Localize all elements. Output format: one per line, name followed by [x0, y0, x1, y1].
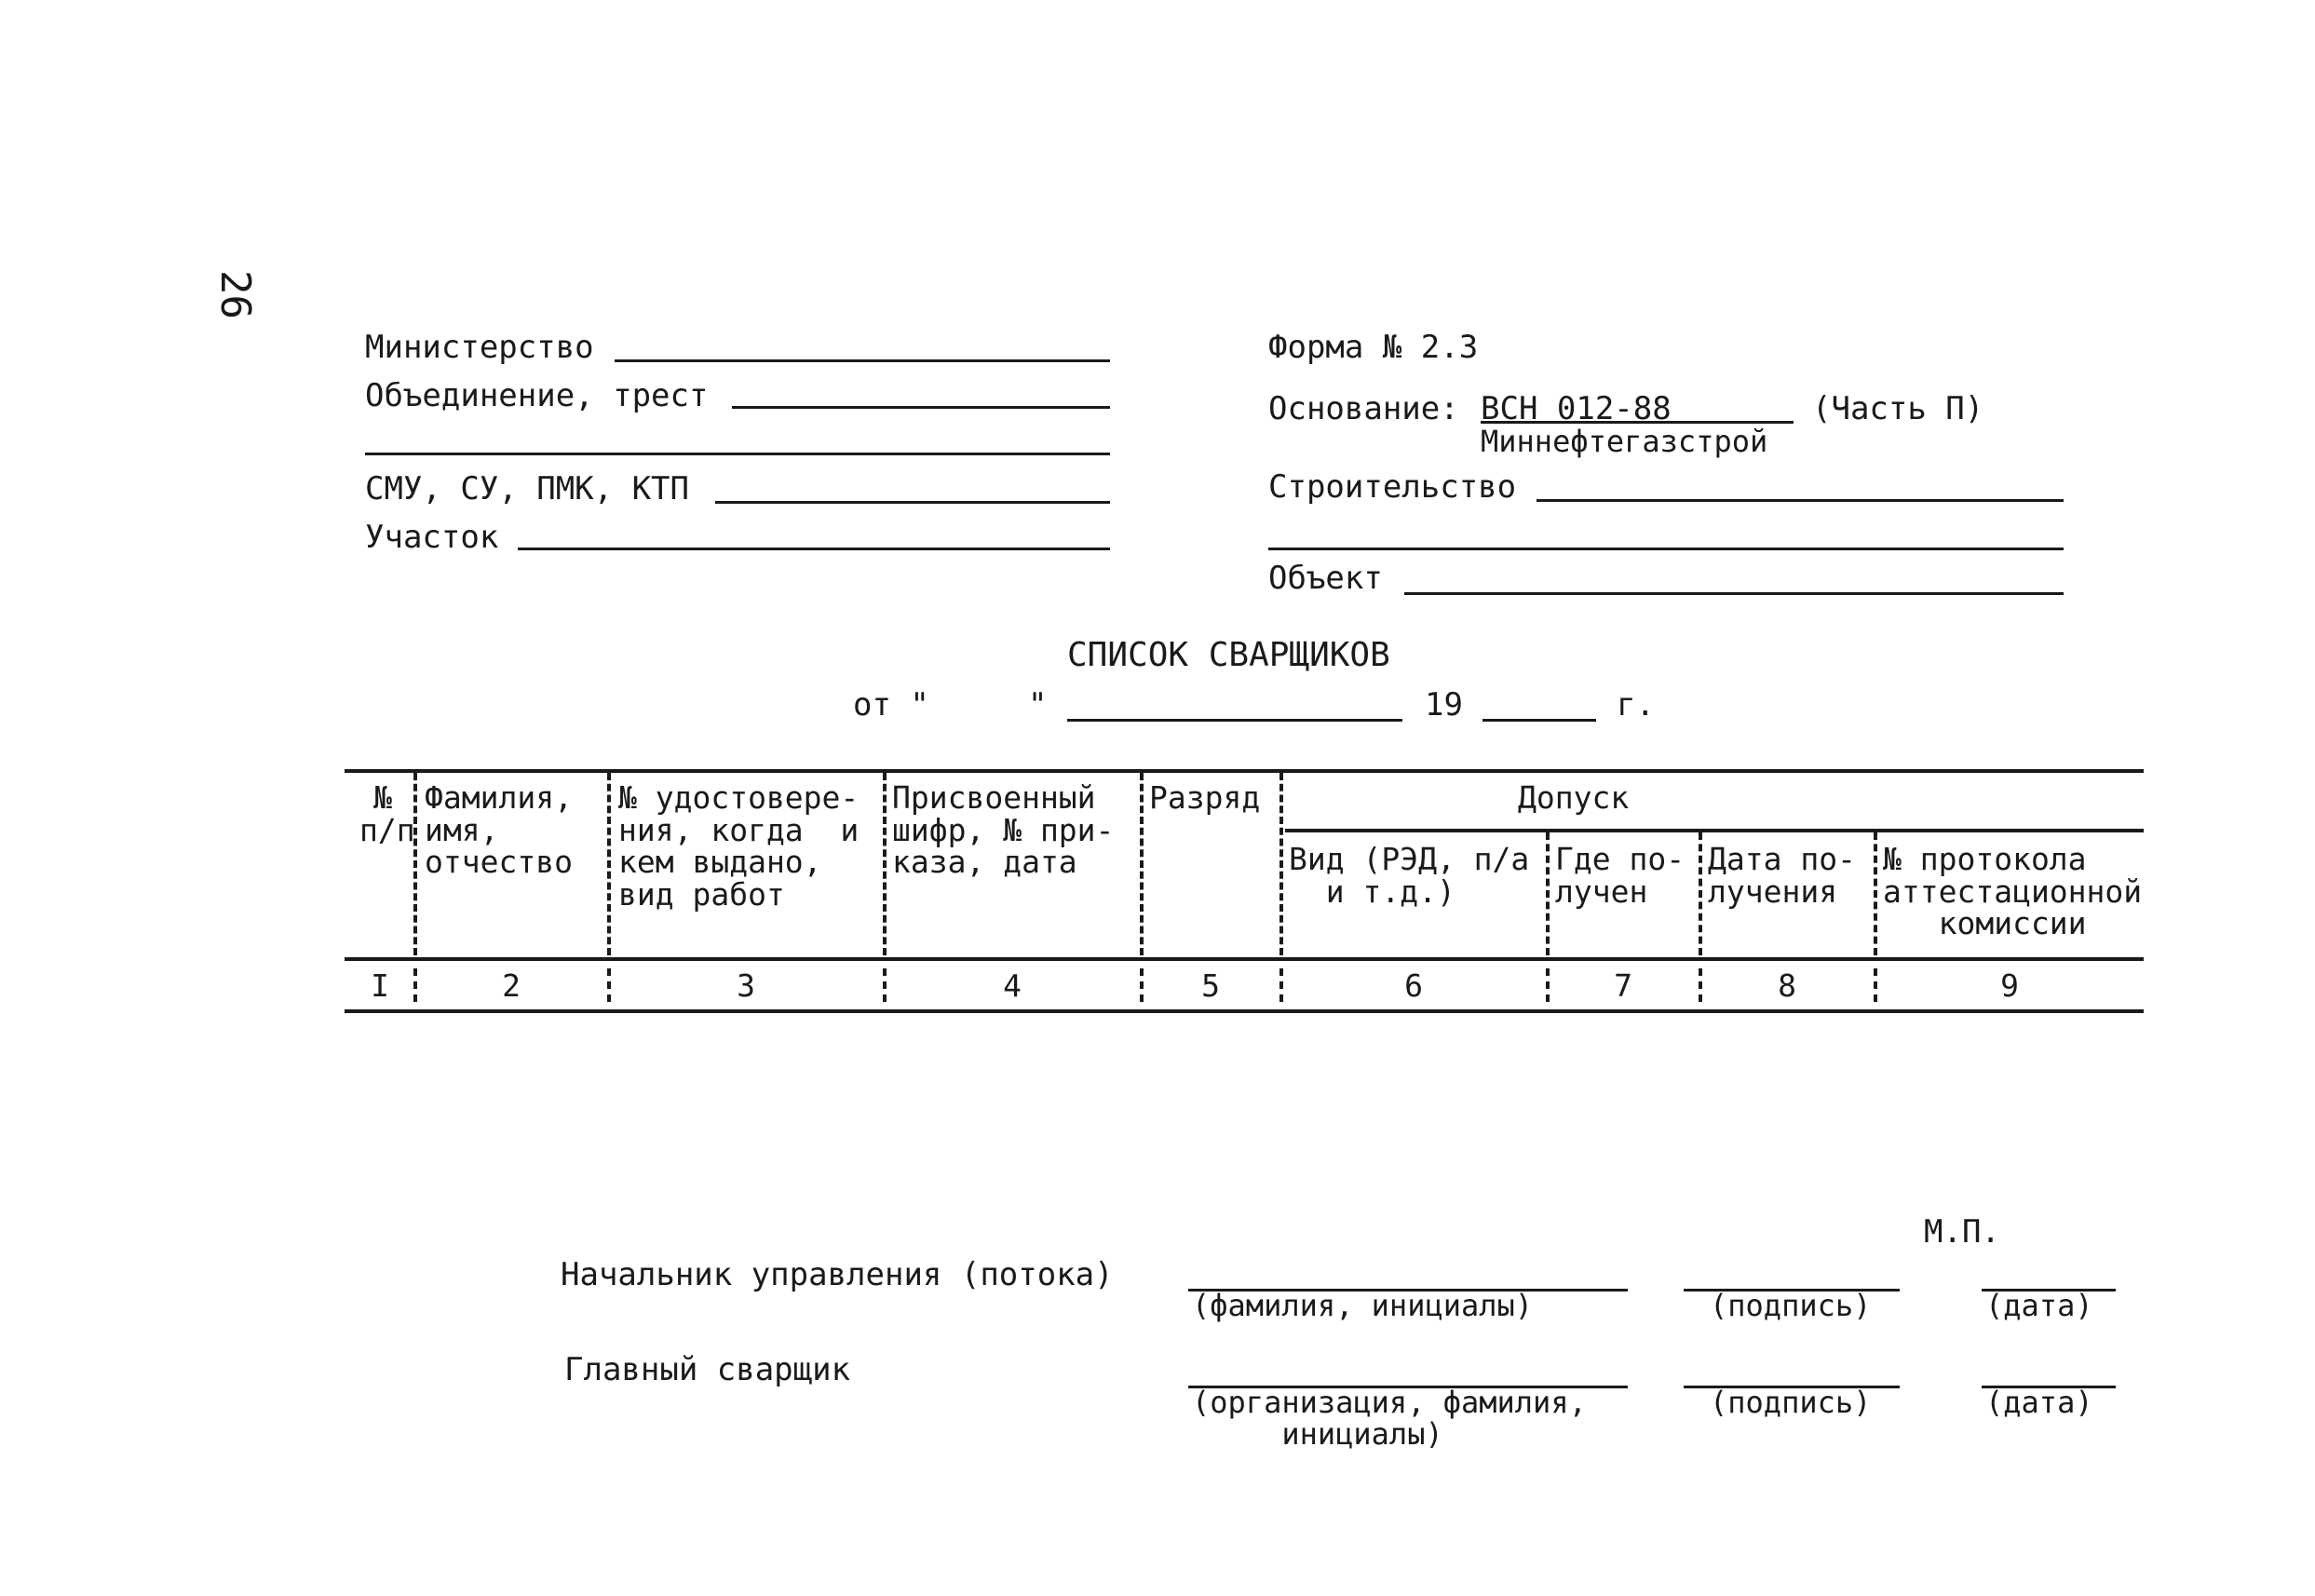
smu-label: СМУ, СУ, ПМК, КТП: [365, 470, 689, 507]
col-sep: [1140, 773, 1144, 955]
col-sep: [607, 968, 611, 1002]
header-col-8: Дата по- лучения: [1708, 841, 1856, 910]
ministry-field: [615, 359, 1110, 362]
header-col-1: № п/п: [359, 779, 415, 848]
welder-label: Главный сварщик: [564, 1351, 851, 1388]
col-number-3: 3: [737, 967, 755, 1004]
date-year-field: [1482, 719, 1596, 722]
col-sep: [1699, 968, 1702, 1002]
date-month-field: [1067, 719, 1402, 722]
page-number: 26: [211, 270, 259, 319]
object-label: Объект: [1268, 560, 1383, 597]
welder-name-caption: (организация, фамилия, инициалы): [1192, 1385, 1587, 1452]
date-year-suffix: г.: [1617, 686, 1655, 724]
col-number-4: 4: [1003, 967, 1022, 1004]
header-col-2: Фамилия, имя, отчество: [425, 779, 573, 881]
header-col-6: Вид (РЭД, п/а и т.д.): [1289, 841, 1530, 910]
col-sep: [883, 773, 887, 955]
form-number: Форма № 2.3: [1268, 329, 1479, 366]
header-group-admission: Допуск: [1518, 779, 1630, 816]
smu-field: [715, 501, 1110, 504]
col-sep: [1699, 832, 1702, 955]
header-bottom-rule: [345, 957, 2144, 961]
section-label: Участок: [365, 519, 499, 556]
col-sep: [1546, 968, 1550, 1002]
association-field: [732, 406, 1110, 409]
ministry-label: Министерство: [365, 329, 594, 366]
col-sep: [1874, 832, 1877, 955]
col-sep: [1874, 968, 1877, 1002]
header-col-9: № протокола аттестационной комиссии: [1883, 841, 2143, 942]
construction-label: Строительство: [1268, 468, 1517, 506]
table-bottom-rule: [345, 1009, 2144, 1013]
header-col-7: Где по- лучен: [1555, 841, 1685, 910]
chief-name-caption: (фамилия, инициалы): [1192, 1288, 1534, 1323]
date-year-prefix: 19: [1425, 686, 1463, 724]
col-sep: [413, 773, 417, 955]
col-number-5: 5: [1201, 967, 1220, 1004]
header-col-3: № удостовере- ния, когда и кем выдано, вид работ: [618, 779, 860, 913]
section-field: [518, 548, 1110, 550]
col-sep: [1279, 968, 1283, 1002]
association-label: Объединение, трест: [365, 377, 709, 414]
chief-date-caption: (дата): [1985, 1288, 2093, 1323]
date-from-label: от ": [853, 686, 929, 724]
col-sep: [1546, 832, 1550, 955]
construction-field-cont: [1268, 548, 2064, 550]
welder-sign-caption: (подпись): [1710, 1385, 1872, 1420]
col-number-8: 8: [1778, 967, 1796, 1004]
chief-sign-caption: (подпись): [1710, 1288, 1872, 1323]
group-rule: [1285, 829, 2144, 832]
col-number-7: 7: [1614, 967, 1632, 1004]
col-number-9: 9: [2000, 967, 2019, 1004]
basis-doc: ВСН 012-88: [1481, 390, 1672, 427]
construction-field: [1537, 499, 2064, 502]
document-title: СПИСОК СВАРЩИКОВ: [1067, 636, 1390, 674]
basis-org: Миннефтегазстрой: [1481, 424, 1768, 459]
stamp-placeholder: М.П.: [1924, 1213, 2000, 1251]
object-field: [1404, 592, 2064, 595]
header-col-4: Присвоенный шифр, № при- каза, дата: [892, 779, 1115, 881]
col-sep: [413, 968, 417, 1002]
basis-part: (Часть П): [1812, 390, 1984, 427]
basis-label: Основание:: [1268, 390, 1459, 427]
col-sep: [607, 773, 611, 955]
col-sep: [1279, 773, 1283, 955]
header-col-5: Разряд: [1149, 779, 1261, 816]
table-top-rule: [345, 769, 2144, 773]
association-field-cont: [365, 453, 1110, 455]
col-number-6: 6: [1404, 967, 1423, 1004]
date-quote-close: ": [1028, 686, 1048, 724]
welder-date-caption: (дата): [1985, 1385, 2093, 1420]
col-sep: [883, 968, 887, 1002]
col-sep: [1140, 968, 1144, 1002]
chief-label: Начальник управления (потока): [561, 1256, 1114, 1293]
col-number-1: I: [371, 967, 389, 1004]
col-number-2: 2: [502, 967, 521, 1004]
